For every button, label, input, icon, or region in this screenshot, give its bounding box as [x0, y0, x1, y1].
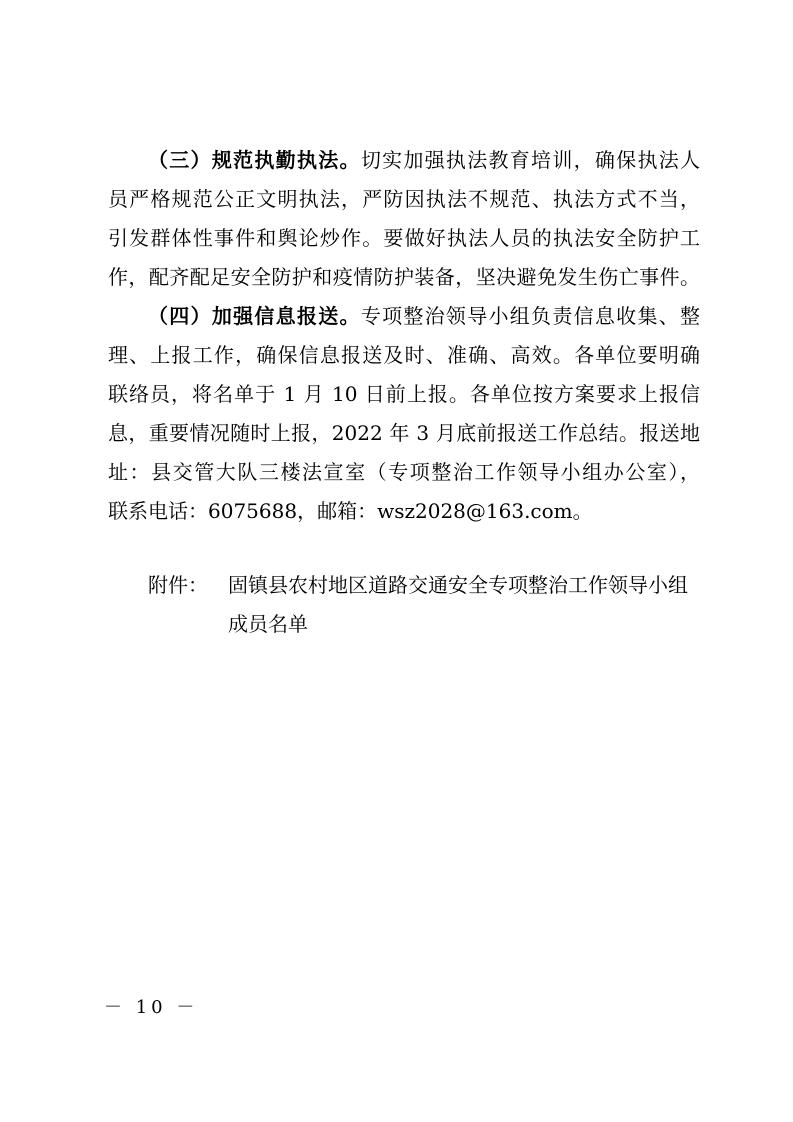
section4-line-1 — [148, 301, 700, 331]
section4-line-6: 联系电话：6075688，邮箱：wsz2028@163.com。 — [108, 499, 593, 523]
section3-line-4: 作，配齐配足安全防护和疫情防护装备，坚决避免发生伤亡事件。 — [108, 265, 700, 289]
attachment-label: 附件： — [148, 573, 208, 597]
section3-heading: （三）规范执勤执法。 — [148, 148, 361, 172]
attachment-title-line-2: 成员名单 — [228, 612, 308, 636]
section3-line-2: 员严格规范公正文明执法，严防因执法不规范、执法方式不当， — [108, 187, 700, 211]
page-number: － 10 － — [104, 997, 199, 1018]
section4-line-3: 联络员，将名单于 1 月 10 日前上报。各单位按方案要求上报信 — [108, 382, 700, 406]
section4-line-2: 理、上报工作，确保信息报送及时、准确、高效。各单位要明确 — [108, 343, 700, 367]
section4-text-1: 专项整治领导小组负责信息收集、整 — [360, 304, 701, 328]
section3-line-1 — [148, 145, 700, 175]
section3-line-3: 引发群体性事件和舆论炒作。要做好执法人员的执法安全防护工 — [108, 226, 700, 250]
section4-line-5: 址：县交管大队三楼法宣室（专项整治工作领导小组办公室）， — [108, 460, 700, 484]
attachment-title-line-1: 固镇县农村地区道路交通安全专项整治工作领导小组 — [228, 573, 688, 597]
section4-line-4: 息，重要情况随时上报，2022 年 3 月底前报送工作总结。报送地 — [108, 421, 700, 445]
section3-text-1: 切实加强执法教育培训，确保执法人 — [360, 148, 701, 172]
section4-heading: （四）加强信息报送。 — [148, 304, 361, 328]
